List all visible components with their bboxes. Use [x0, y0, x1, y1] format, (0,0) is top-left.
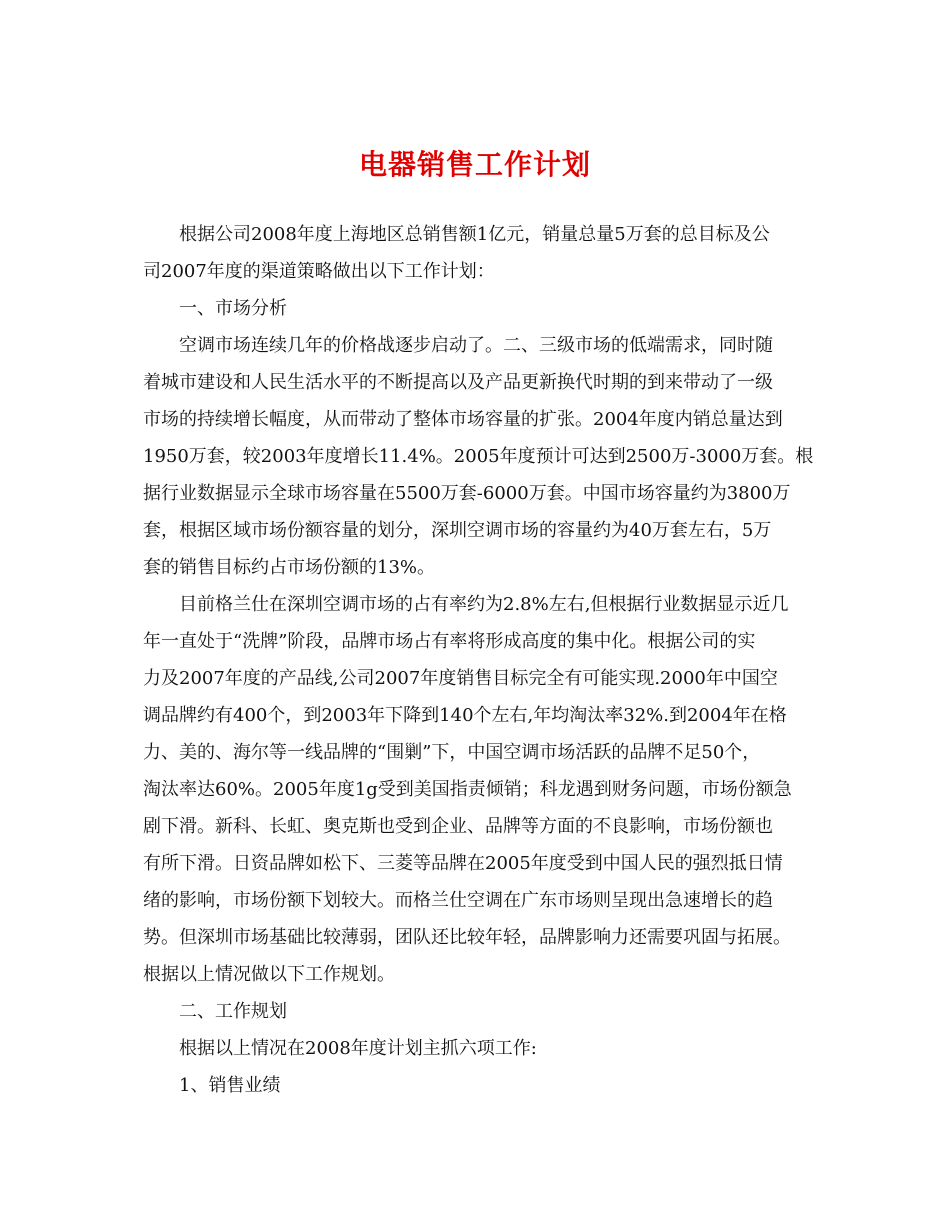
document-title: 电器销售工作计划	[358, 148, 591, 181]
paragraph-line: 根据以上情况做以下工作规划。	[143, 964, 395, 985]
paragraph-line: 力及2007年度的产品线,公司2007年度销售目标完全有可能实现.2000年中国空	[143, 668, 778, 689]
paragraph-line: 司2007年度的渠道策略做出以下工作计划：	[143, 261, 495, 282]
paragraph-line: 根据公司2008年度上海地区总销售额1亿元，销量总量5万套的总目标及公	[179, 224, 770, 245]
paragraph-line: 目前格兰仕在深圳空调市场的占有率约为2.8%左右,但根据行业数据显示近几	[179, 594, 789, 615]
paragraph-line: 剧下滑。新科、长虹、奥克斯也受到企业、品牌等方面的不良影响，市场份额也	[143, 816, 773, 837]
paragraph-line: 年一直处于“洗牌”阶段，品牌市场占有率将形成高度的集中化。根据公司的实	[143, 631, 756, 652]
paragraph-line: 着城市建设和人民生活水平的不断提高以及产品更新换代时期的到来带动了一级	[143, 372, 773, 393]
paragraph-line: 势。但深圳市场基础比较薄弱，团队还比较年轻，品牌影响力还需要巩固与拓展。	[143, 927, 791, 948]
paragraph-line: 根据以上情况在2008年度计划主抓六项工作:	[179, 1038, 537, 1059]
paragraph-line: 据行业数据显示全球市场容量在5500万套-6000万套。中国市场容量约为3800万	[143, 483, 791, 504]
paragraph-line: 力、美的、海尔等一线品牌的“围剿”下，中国空调市场活跃的品牌不足50个，	[143, 742, 761, 763]
subsection-heading: 1、销售业绩	[179, 1075, 281, 1096]
paragraph-line: 空调市场连续几年的价格战逐步启动了。二、三级市场的低端需求，同时随	[179, 335, 773, 356]
paragraph-line: 有所下滑。日资品牌如松下、三菱等品牌在2005年度受到中国人民的强烈抵日情	[143, 853, 783, 874]
paragraph-line: 调品牌约有400个，到2003年下降到140个左右,年均淘汰率32%.到2004年在格	[143, 705, 787, 726]
document-body	[143, 216, 814, 1104]
section-heading: 一、市场分析	[179, 298, 287, 319]
section-heading: 二、工作规划	[179, 1001, 287, 1022]
paragraph-line: 1950万套，较2003年度增长11.4%。2005年度预计可达到2500万-3000万套。根	[143, 446, 814, 467]
paragraph-line: 套的销售目标约占市场份额的13%。	[143, 557, 436, 578]
paragraph-line: 套，根据区域市场份额容量的划分，深圳空调市场的容量约为40万套左右，5万	[143, 520, 772, 541]
paragraph-line: 绪的影响，市场份额下划较大。而格兰仕空调在广东市场则呈现出急速增长的趋	[143, 890, 773, 911]
paragraph-line: 市场的持续增长幅度，从而带动了整体市场容量的扩张。2004年度内销总量达到	[143, 409, 783, 430]
paragraph-line: 淘汰率达60%。2005年度1g受到美国指责倾销；科龙遇到财务问题，市场份额急	[143, 779, 792, 800]
